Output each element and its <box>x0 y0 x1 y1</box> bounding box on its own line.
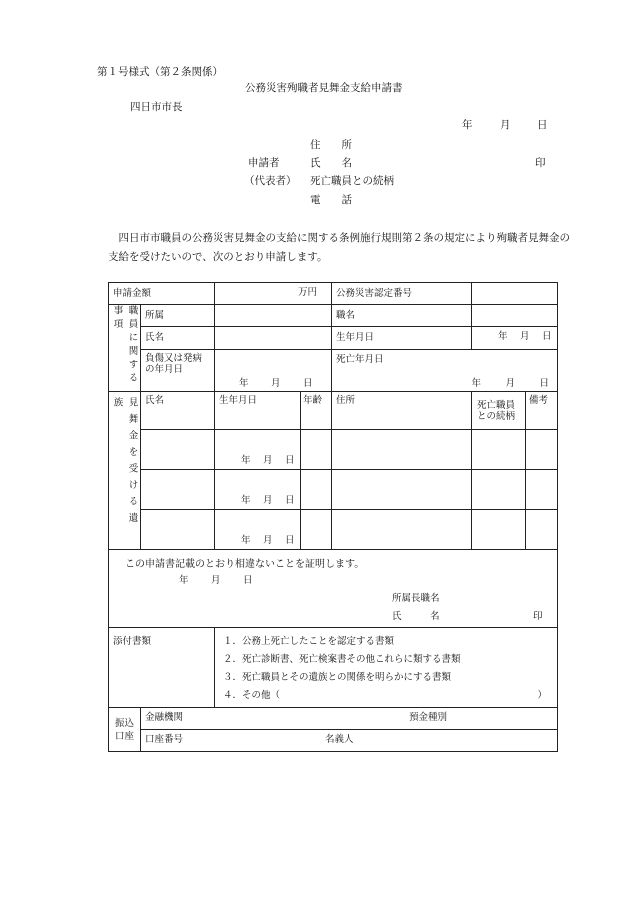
page-title: 公務災害殉職者見舞金支給申請書 <box>245 82 403 94</box>
date-year-label: 年 <box>462 119 473 131</box>
certification-row <box>109 550 558 628</box>
holder-label: 名義人 <box>325 734 354 745</box>
representative-label: （代表者） <box>244 175 297 187</box>
certification-cell: この申請書記載のとおり相違ないことを証明します。 年 月 日 所属長職名 氏 名 印 <box>109 550 558 628</box>
b-age-field[interactable] <box>301 510 332 550</box>
death-date-label: 死亡年月日 <box>336 353 384 365</box>
injury-date-field[interactable]: 年 月 日 <box>215 349 332 392</box>
b-age-field[interactable] <box>301 470 332 510</box>
cert-number-field[interactable] <box>472 283 558 305</box>
amount-unit: 万円 <box>298 287 318 298</box>
b-birth-field[interactable]: 年 月 日 <box>215 510 301 550</box>
name-field[interactable] <box>215 327 332 349</box>
b-relation-field[interactable] <box>472 470 526 510</box>
relation-label: 死亡職員との続柄 <box>310 175 394 187</box>
b-remarks-field[interactable] <box>526 470 558 510</box>
application-table <box>108 282 558 752</box>
birth-label: 生年月日 <box>332 327 472 349</box>
bank-section-label: 振込口座 <box>109 708 141 752</box>
cert-number-label: 公務災害認定番号 <box>332 283 472 305</box>
form-number: 第１号様式（第２条関係） <box>97 66 223 78</box>
deposit-type-label: 預金種別 <box>409 712 448 723</box>
b-age-label: 年齢 <box>301 392 332 430</box>
b-address-label: 住所 <box>332 392 472 430</box>
b-relation-label: 死亡職員との続柄 <box>472 392 526 430</box>
b-remarks-label: 備考 <box>526 392 558 430</box>
staff-name-row <box>109 327 558 349</box>
b-birth-field[interactable]: 年 月 日 <box>215 470 301 510</box>
b-name-field[interactable] <box>141 430 215 470</box>
applicant-address-label: 住 所 <box>310 139 352 151</box>
staff-section-label: 職員に関する事項 <box>109 305 141 392</box>
attachment-item: ２．死亡診断書、死亡検案書その他これらに類する書類 <box>223 654 461 665</box>
account-field[interactable] <box>141 730 558 752</box>
addressee: 四日市市長 <box>130 101 183 113</box>
intro-text: 四日市市職員の公務災害見舞金の支給に関する条例施行規則第２条の規定により殉職者見舞金の支給を受けたいので、次のとおり申請します。 <box>108 232 570 263</box>
b-name-label: 氏名 <box>141 392 215 430</box>
staff-dept-row <box>109 305 558 327</box>
attachment-item: １．公務上死亡したことを認定する書類 <box>223 636 395 647</box>
bank-row <box>109 708 558 730</box>
amount-label: 申請金額 <box>109 283 215 305</box>
attach-label: 添付書類 <box>109 628 215 708</box>
cert-name-label: 氏 名 <box>392 611 440 622</box>
position-label: 職名 <box>332 305 472 327</box>
b-birth-field[interactable]: 年 月 日 <box>215 430 301 470</box>
b-remarks-field[interactable] <box>526 510 558 550</box>
applicant-seal: 印 <box>535 157 546 169</box>
b-remarks-field[interactable] <box>526 430 558 470</box>
position-field[interactable] <box>472 305 558 327</box>
account-row <box>109 730 558 752</box>
date-month-label: 月 <box>500 119 511 131</box>
b-address-field[interactable] <box>332 510 472 550</box>
attachment-item: ３．死亡職員とその遺族との関係を明らかにする書類 <box>223 672 452 683</box>
name-label: 氏名 <box>141 327 215 349</box>
b-address-field[interactable] <box>332 430 472 470</box>
amount-row <box>109 283 558 305</box>
bank-field[interactable] <box>141 708 558 730</box>
b-relation-field[interactable] <box>472 430 526 470</box>
bereaved-row <box>109 510 558 550</box>
b-address-field[interactable] <box>332 470 472 510</box>
attach-list <box>215 628 558 708</box>
dept-head-label: 所属長職名 <box>392 593 440 604</box>
bereaved-row <box>109 470 558 510</box>
date-day-label: 日 <box>537 119 548 131</box>
bereaved-header-row <box>109 392 558 430</box>
account-number-label: 口座番号 <box>145 734 184 745</box>
amount-field[interactable] <box>215 283 332 305</box>
phone-label: 電 話 <box>310 194 352 206</box>
certify-text: この申請書記載のとおり相違ないことを証明します。 <box>125 559 365 570</box>
applicant-name-label: 氏 名 <box>310 157 352 169</box>
b-age-field[interactable] <box>301 430 332 470</box>
b-name-field[interactable] <box>141 510 215 550</box>
staff-dates-row <box>109 349 558 392</box>
applicant-label: 申請者 <box>248 157 280 169</box>
dept-label: 所属 <box>141 305 215 327</box>
birth-field[interactable]: 年 月 日 <box>472 327 558 349</box>
cert-seal: 印 <box>533 611 543 622</box>
injury-date-label: 負傷又は発病の年月日 <box>141 349 215 392</box>
attachment-item: ４．その他（ <box>223 690 281 701</box>
attachment-close-paren: ） <box>537 690 548 701</box>
b-name-field[interactable] <box>141 470 215 510</box>
intro-paragraph <box>108 229 570 267</box>
death-date-cell[interactable]: 死亡年月日 年 月 日 <box>332 349 558 392</box>
bereaved-row <box>109 430 558 470</box>
b-relation-field[interactable] <box>472 510 526 550</box>
bereaved-section-label: 見舞金を受ける遺族 <box>109 392 141 550</box>
bank-label: 金融機関 <box>145 712 184 723</box>
dept-field[interactable] <box>215 305 332 327</box>
b-birth-label: 生年月日 <box>215 392 301 430</box>
attachments-row <box>109 628 558 708</box>
